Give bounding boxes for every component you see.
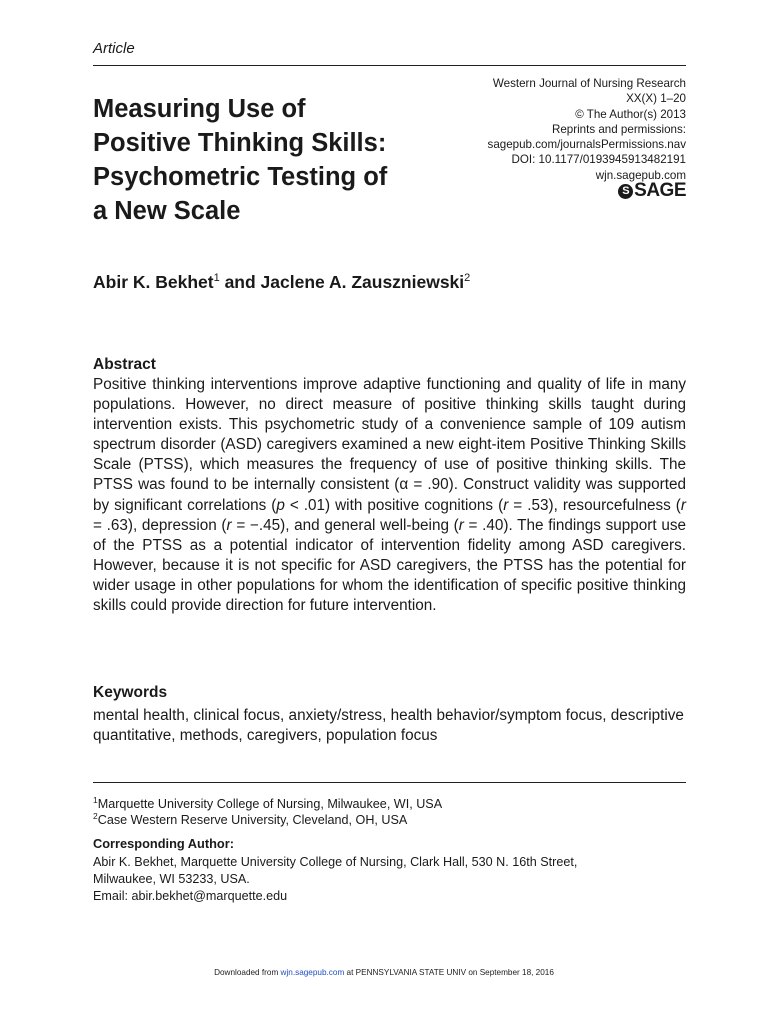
article-type-label: Article (93, 40, 135, 57)
author-name: Jaclene A. Zauszniewski (260, 272, 465, 292)
reprints-label: Reprints and permissions: (551, 122, 686, 136)
abstract-body: Positive thinking interventions improve adaptive functioning and quality of life in many populations. However, no direct measure of positive thinking skills taught during intervention exists. This psychometric study of a convenience sample of 109 autism spectrum disorder (ASD) caregivers examined a new eight-item Positive Thinking Skills Scale (PTSS), which measures the frequency of use of positive thinking skills. The PTSS was found to be internally consistent (α = .90). Construct validity was supported by significant correlations (p < .01) with positive cognitions (r = .53), resourcefulness (r = .63), depression (r = −.45), and general well-being (r = .40). The findings support use of the PTSS as a potential indicator of intervention fidelity among ASD caregivers. However, because it is not specific for ASD caregivers, the PTSS has the potential for wider usage in other populations for whom the identification of specific positive thinking skills could provide direction for future intervention. (93, 376, 687, 615)
corresponding-details (93, 854, 693, 905)
journal-volume: XX(X) 1–20 (626, 92, 686, 106)
corresponding-heading: Corresponding Author: (93, 836, 234, 851)
title-line: Positive Thinking Skills: (93, 129, 387, 157)
sage-mark-icon: S (618, 184, 633, 199)
author-affil-mark: 2 (464, 272, 471, 285)
copyright: © The Author(s) 2013 (575, 107, 686, 121)
journal-url[interactable]: wjn.sagepub.com (595, 168, 686, 182)
permissions-link[interactable]: sagepub.com/journalsPermissions.nav (487, 138, 686, 152)
author-list (93, 272, 470, 293)
keywords-heading: Keywords (93, 684, 168, 701)
download-footer: Downloaded from wjn.sagepub.com at PENNSYLVANIA STATE UNIV on September 18, 2016 (214, 968, 554, 977)
author-name: Abir K. Bekhet (93, 272, 214, 292)
affiliation: $^1$Marquette University College of Nursing, Milwaukee, WI, USA (93, 795, 443, 812)
title-line: Psychometric Testing of (93, 163, 388, 191)
header-rule (93, 65, 686, 66)
doi[interactable]: DOI: 10.1177/0193945913482191 (511, 153, 686, 167)
title-line: Measuring Use of (93, 95, 306, 123)
abstract-heading: Abstract (93, 356, 156, 373)
journal-info (386, 76, 686, 183)
corresponding-address: Milwaukee, WI 53233, USA. (93, 872, 250, 886)
keywords-list: mental health, clinical focus, anxiety/stress, health behavior/symptom focus, descriptive quantitative, methods, caregivers, population focus (93, 707, 684, 745)
corresponding-email[interactable]: Email: abir.bekhet@marquette.edu (93, 889, 288, 903)
affiliation: $^2$Case Western Reserve University, Cleveland, OH, USA (93, 811, 408, 828)
title-line: a New Scale (93, 197, 241, 225)
footnote-rule (93, 782, 686, 783)
corresponding-address: Abir K. Bekhet, Marquette University College of Nursing, Clark Hall, 530 N. 16th Street, (93, 855, 578, 869)
journal-name: Western Journal of Nursing Research (492, 77, 686, 90)
sage-logo (618, 180, 686, 202)
footer-link[interactable]: wjn.sagepub.com (280, 968, 345, 977)
author-affil-mark: 1 (213, 272, 220, 285)
author-connector: and (219, 272, 261, 292)
sage-logo-text: SAGE (634, 180, 686, 201)
